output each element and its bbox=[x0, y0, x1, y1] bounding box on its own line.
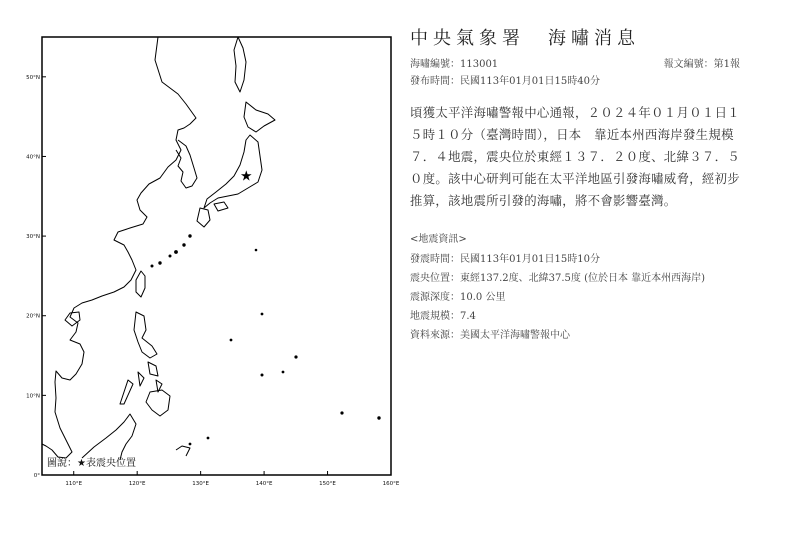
honshu-island bbox=[204, 135, 262, 208]
taiwan-island bbox=[136, 271, 145, 297]
lat-tick-label: 50°N bbox=[26, 74, 40, 81]
lon-tick-label: 120°E bbox=[128, 481, 146, 487]
map-frame bbox=[42, 37, 391, 475]
quake-info-heading: <地震資訊> bbox=[410, 234, 467, 245]
bulletin-panel bbox=[410, 24, 740, 345]
palawan-island bbox=[120, 380, 133, 404]
lon-tick-label: 150°E bbox=[319, 481, 336, 487]
bulletin-message: 頃獲太平洋海嘯警報中心通報，２０２４年０１月０１日１５時１０分（臺灣時間），日本 靠近本州西海岸發生規模７．４地震，震央位於東經１３７．２０度、北緯３７．５０度。該中心研判可能在太平洋地區引發海嘯威脅，經初步推算，該地震所引發的海嘯，將不會影響臺灣。 bbox=[410, 105, 740, 208]
coastline-layer bbox=[42, 37, 380, 460]
report-number: 報文編號：第1報 bbox=[663, 59, 740, 70]
sakhalin-island bbox=[234, 37, 246, 92]
map-legend: 圖說：★表震央位置 bbox=[47, 458, 136, 469]
quake-source: 資料來源：美國太平洋海嘯警報中心 bbox=[410, 330, 570, 341]
hokkaido-island bbox=[244, 102, 275, 132]
visayas-islands bbox=[138, 362, 162, 392]
quake-location: 震央位置：東經137.2度、北緯37.5度 (位於日本 靠近本州西海岸) bbox=[410, 273, 706, 284]
lon-tick-label: 160°E bbox=[382, 481, 400, 487]
lat-tick-label: 0° bbox=[33, 473, 40, 479]
page-title: 中央氣象署 海嘯消息 bbox=[410, 28, 640, 49]
luzon-island bbox=[134, 312, 157, 358]
lon-tick-label: 130°E bbox=[192, 481, 210, 487]
pacific-islands bbox=[189, 249, 380, 445]
quake-info bbox=[410, 230, 740, 345]
ryukyu-islands bbox=[151, 235, 191, 267]
shikoku-island bbox=[214, 202, 228, 211]
mainland-coastline bbox=[42, 37, 196, 458]
kyushu-island bbox=[197, 208, 210, 227]
issue-time: 發布時間：民國113年01月01日15時40分 bbox=[410, 76, 600, 87]
epicenter-star-icon: ★ bbox=[240, 168, 253, 185]
lat-tick-label: 30°N bbox=[26, 234, 40, 241]
axis-ticks bbox=[26, 75, 400, 487]
lon-tick-label: 110°E bbox=[65, 481, 83, 487]
quake-magnitude: 地震規模：7.4 bbox=[410, 311, 476, 322]
lon-tick-label: 140°E bbox=[255, 481, 273, 487]
quake-depth: 震源深度：10.0 公里 bbox=[410, 292, 506, 303]
lat-tick-label: 40°N bbox=[26, 154, 40, 161]
number-row bbox=[410, 56, 740, 73]
mindanao-island bbox=[146, 390, 170, 416]
lat-tick-label: 10°N bbox=[26, 393, 40, 400]
tsunami-number: 海嘯編號：113001 bbox=[410, 59, 499, 70]
sulawesi-coast bbox=[176, 446, 190, 456]
quake-time: 發震時間：民國113年01月01日15時10分 bbox=[410, 254, 600, 265]
lat-tick-label: 20°N bbox=[26, 313, 40, 320]
